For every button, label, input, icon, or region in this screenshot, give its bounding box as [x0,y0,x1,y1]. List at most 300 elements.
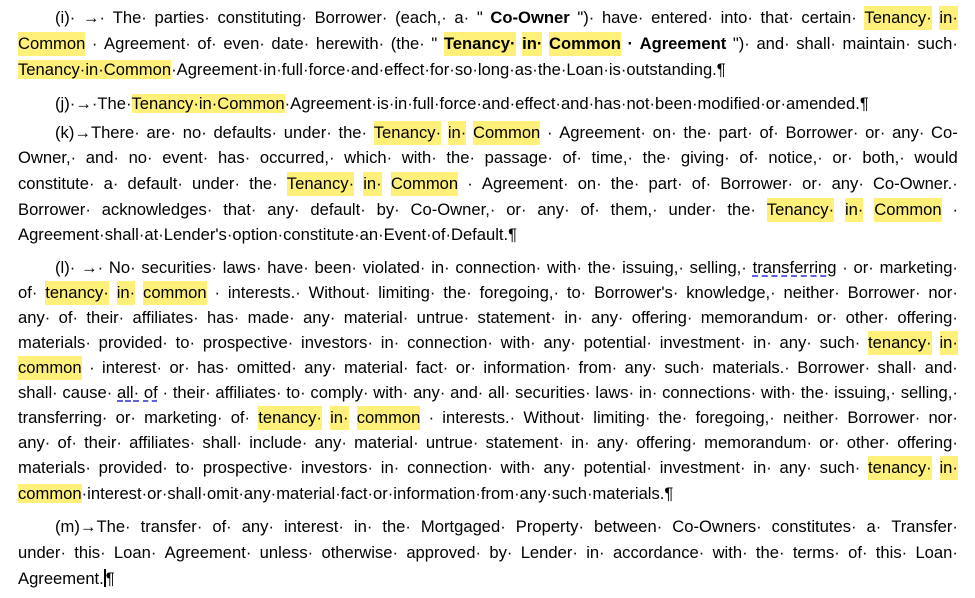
highlighted-term: in· [363,172,381,196]
text-run: them,· [610,200,658,219]
paragraph-l-line-2[interactable] [18,281,958,305]
highlighted-term: tenancy· [868,456,932,480]
text-run: omitted· [236,358,297,377]
text-run: have· [267,258,309,277]
text-run: with· [500,458,536,477]
text-run: comply· [310,383,369,402]
text-run: the· [338,123,368,142]
text-run: a· [454,8,470,27]
text-run: with· [760,383,797,402]
text-run: any· [413,383,446,402]
text-run: offering· [897,433,958,452]
text-run: foregoing,· [479,283,559,302]
text-run: this· [875,543,908,562]
text-run: Agreement [639,34,727,53]
text-run: any· [591,308,624,327]
text-run: on· [652,123,677,142]
text-run: Transfer· [891,517,958,536]
text-run: are· [146,123,177,142]
highlighted-term: Tenancy· [287,172,354,196]
text-run: been· [314,258,357,277]
text-run: certain· [801,8,857,27]
text-run: default· [310,200,366,219]
text-run: The· [112,8,147,27]
text-run: any· [18,433,51,452]
text-run: herewith· [315,34,385,53]
text-run: · [952,200,958,219]
text-run: ·Agreement·is·in·full·force·and·effect·and·has·not·been·modified·or·amended.¶ [284,94,869,113]
text-run: ")· [732,34,750,53]
text-run: such· [664,358,705,377]
text-run: has· [207,308,240,327]
text-run: affiliates· [132,308,199,327]
text-run: under· [192,174,240,193]
text-run: the· [446,148,476,167]
text-run: provided· [98,333,168,352]
paragraph-l-line-5[interactable] [18,356,958,380]
text-run: " [431,34,438,53]
text-run: Property· [515,517,585,536]
text-run: transferring· [18,408,108,427]
text-run: the· [800,383,830,402]
text-run: the· [642,148,672,167]
text-run: in· [753,333,772,352]
text-run: in· [564,308,583,327]
text-run: limiting· [378,283,436,302]
text-run: the· [382,517,411,536]
text-run: time,· [591,148,634,167]
text-run: shall· [202,433,243,452]
text-run: on· [577,174,602,193]
text-run: connections· [662,383,757,402]
text-run: their· [84,433,122,452]
text-run: and· [756,34,790,53]
paragraph-l-line-3[interactable] [18,306,958,330]
text-run: transfer· [140,517,203,536]
highlighted-term: common [357,406,421,430]
text-run: has· [197,358,230,377]
text-run: of· [739,148,759,167]
text-run: a· [866,517,882,536]
text-run: any· [304,358,337,377]
text-run: or· [802,174,823,193]
paragraph-m-line-3[interactable] [18,567,958,591]
text-run: " [476,8,483,27]
text-run: marketing· [879,258,958,277]
text-run: that· [223,200,257,219]
text-run: made· [247,308,295,327]
highlighted-term: common [143,281,207,305]
highlighted-term: in· [330,406,348,430]
text-run: with· [500,333,536,352]
text-run: (m)→The· [55,517,131,536]
text-run: Agreement· [164,543,252,562]
text-run: or· [853,258,874,277]
text-run: defaults· [213,123,278,142]
text-run: in· [380,333,400,352]
text-run: the· [683,123,712,142]
text-run: all· [117,383,140,402]
text-run: passage· [484,148,553,167]
text-run: knowledge,· [686,283,776,302]
highlighted-term: Tenancy· [444,32,516,56]
highlighted-term: common [18,484,82,503]
text-run: ·interest·or·shall·omit·any·material·fact·or·information·from·any·such·materials.¶ [81,484,674,503]
text-run: · [89,358,95,377]
highlighted-term: Tenancy·in·Common [18,60,172,79]
text-run: constitutes· [771,517,857,536]
text-run: untrue· [416,308,470,327]
text-run: any· [596,433,630,452]
text-run: of· [230,408,251,427]
highlighted-term: Common [473,121,540,145]
text-run: of· [759,123,779,142]
text-run: fact· [415,358,449,377]
text-run: in· [586,543,605,562]
paragraph-i-line-2[interactable] [18,32,958,56]
text-run: part· [718,123,753,142]
text-run: investors· [301,333,373,352]
text-run: (each,· [395,8,447,27]
highlighted-term: in· [939,6,957,30]
text-run: in· [380,458,400,477]
text-run: · [627,34,634,53]
text-run: otherwise· [321,543,399,562]
text-run: such· [917,34,958,53]
text-run: any· [543,333,576,352]
text-run: investors· [301,458,373,477]
text-run: of· [691,174,712,193]
text-run: memorandum· [700,308,809,327]
text-run: Lender· [520,543,578,562]
text-run: · [91,34,98,53]
text-run: the· [587,258,617,277]
text-run: terms· [792,543,840,562]
text-run: with· [712,543,748,562]
paragraph-l-line-9[interactable] [18,456,958,480]
text-run: Borrower· [18,200,91,219]
text-run: all· [488,383,511,402]
highlighted-term: in· [845,198,863,222]
text-run: to· [175,458,196,477]
text-run: of· [197,34,217,53]
text-run: Co-Owner.· [872,174,958,193]
text-run: Co- [931,123,958,142]
text-run: Borrower· [847,283,921,302]
paragraph-l-line-10[interactable] [18,482,958,506]
text-run: ·Agreement·in·full·force·and·effect·for·so·long·as·the·Loan·is·outstanding.¶ [171,60,726,79]
text-run: shall· [18,383,58,402]
text-run: limiting· [593,408,651,427]
text-run: →· [81,258,104,277]
text-run: untrue· [425,433,479,452]
text-run: Co-Owners· [672,517,762,536]
text-run: transferring [752,258,837,277]
text-run: the· [443,283,472,302]
text-run: memorandum· [704,433,813,452]
text-run: both,· [862,148,905,167]
text-run: connection· [455,258,542,277]
text-run: in· [431,258,450,277]
paragraph-k-line-2[interactable] [18,146,958,170]
text-run: any· [779,333,812,352]
text-run: any· [267,200,300,219]
text-run: Borrower· [785,123,859,142]
text-run: statement· [477,308,556,327]
text-run: (the· [390,34,425,53]
text-run: provided· [98,458,168,477]
text-run: securities· [515,383,591,402]
text-run: have· [601,8,644,27]
paragraph-m-line-1[interactable] [55,515,958,539]
text-run: · [428,408,435,427]
text-run: Borrower· [720,174,794,193]
text-run: or· [816,308,838,327]
text-run: prospective· [202,333,294,352]
paragraph-k-line-3[interactable] [18,172,958,196]
text-run: any· [241,517,274,536]
text-run: · [162,383,169,402]
text-run: which· [344,148,393,167]
paragraph-i-line-1[interactable] [55,6,958,30]
text-run: any· [303,308,336,327]
text-run: any· [543,458,576,477]
text-run: selling,· [689,258,747,277]
paragraph-l-line-8[interactable] [18,431,958,455]
text-run: materials.· [712,358,790,377]
text-run: their· [172,383,211,402]
text-run: even· [223,34,265,53]
text-run: →· [82,8,106,27]
paragraph-i-line-3[interactable] [18,58,958,82]
pilcrow-with-cursor: ¶ [105,569,115,588]
text-run: investment· [659,458,746,477]
text-run: the· [755,543,785,562]
text-run: information· [483,358,572,377]
text-run: part· [648,174,683,193]
text-run: accordance· [612,543,705,562]
text-run: Loan· [915,543,958,562]
text-run: of· [562,148,582,167]
text-run: issuing,· [622,258,684,277]
text-run: nor· [928,283,958,302]
highlighted-term: Tenancy· [374,121,441,145]
highlighted-term: Common [391,172,458,196]
text-run: any· [314,433,347,452]
paragraph-l-line-7[interactable] [18,406,958,430]
text-run: offering· [636,433,697,452]
text-run: with· [373,383,409,402]
highlighted-term: in· [448,121,466,145]
text-run: unless· [259,543,314,562]
text-run: between· [594,517,663,536]
text-run: would [914,148,958,167]
text-run: under· [283,123,332,142]
text-run: selling,· [900,383,958,402]
text-run: interests.· [227,283,301,302]
text-run: or· [506,200,527,219]
text-run: other· [846,433,891,452]
text-run: affiliates· [215,383,282,402]
text-run: · [214,283,221,302]
highlighted-term: tenancy· [45,281,109,305]
text-run: connection· [407,458,493,477]
text-run: No· [108,258,136,277]
text-run: such· [819,333,861,352]
text-run: any· [892,123,925,142]
text-run: · [547,123,553,142]
text-run: Agreement· [481,174,569,193]
text-run: or· [115,408,136,427]
text-run: the· [727,200,756,219]
text-run: in· [353,517,373,536]
text-run: approved· [406,543,482,562]
text-run: · [467,174,473,193]
text-run: (k)→There· [55,123,140,142]
highlighted-term: Common [549,32,621,56]
text-run: Loan· [113,543,157,562]
highlighted-term: Tenancy·in·Common [131,94,285,113]
text-run: Owner,· [18,148,77,167]
text-run: Borrower· [797,358,871,377]
text-run: (j)·→·The· [55,94,132,113]
highlighted-term: in· [940,456,958,480]
text-run: Mortgaged· [420,517,506,536]
text-run: Agreement·shall·at·Lender's·option·constitute·an·Event·of·Default.¶ [18,225,518,244]
text-run: offering· [631,308,693,327]
text-run: that· [760,8,794,27]
text-run: any· [537,200,570,219]
text-run: any· [18,308,51,327]
text-run: of· [212,517,232,536]
paragraph-l-line-4[interactable] [18,331,958,355]
text-run: their· [86,308,125,327]
text-run: to· [286,383,306,402]
highlighted-term: Common [18,32,85,56]
text-run: marketing· [144,408,223,427]
text-run: default· [127,174,183,193]
text-run: prospective· [202,458,294,477]
text-run: Agreement· [104,34,191,53]
text-run: under· [668,200,717,219]
text-run: by· [376,200,400,219]
paragraph-l-line-6[interactable] [18,381,958,405]
text-run: of· [580,200,600,219]
text-run: in· [638,383,658,402]
text-run: shall· [796,34,836,53]
highlighted-term: in· [117,281,135,305]
text-run: securities· [141,258,218,277]
text-run: the· [658,408,688,427]
text-run: (l)· [55,258,76,277]
paragraph-m-line-2[interactable] [18,541,958,565]
paragraph-j-line-1[interactable] [55,92,958,116]
text-run: neither· [782,408,840,427]
text-run: of· [57,433,77,452]
text-run: with· [546,258,582,277]
text-run: of· [18,283,38,302]
text-run: the· [610,174,640,193]
text-run: any· [624,358,657,377]
text-run: Agreement. [18,569,104,588]
text-run: violated· [362,258,426,277]
highlighted-term: Tenancy· [767,198,834,222]
text-run: interests.· [442,408,516,427]
paragraph-k-line-5[interactable] [18,223,958,247]
paragraph-k-line-1[interactable] [55,121,958,145]
text-run: constitute· [18,174,95,193]
text-run: material· [343,308,409,327]
highlighted-term: in· [940,331,958,355]
text-run: Agreement· [559,123,646,142]
highlighted-term: Common [874,198,941,222]
text-run: laws· [595,383,635,402]
text-run: to· [175,333,196,352]
text-run: and· [85,148,119,167]
text-run: has· [217,148,251,167]
text-run: materials· [18,458,91,477]
text-run: such· [819,458,861,477]
text-run: of· [848,543,868,562]
highlighted-term: common [18,356,82,380]
text-run: event· [162,148,209,167]
text-run: shall· [877,358,918,377]
text-run: by· [489,543,513,562]
paragraph-l-line-1[interactable] [55,256,958,280]
text-run: foregoing,· [695,408,775,427]
text-run: or· [455,358,476,377]
text-run: cause· [62,383,113,402]
text-run: no· [182,123,207,142]
text-run: material· [343,358,409,377]
text-run: of [143,383,158,402]
text-run: acknowledges· [101,200,213,219]
text-run: or· [832,148,853,167]
text-run: connection· [407,333,493,352]
text-run: with· [401,148,437,167]
text-run: parties· [154,8,210,27]
text-run: date· [271,34,310,53]
text-run: Borrower· [847,408,921,427]
highlighted-term: tenancy· [868,331,932,355]
text-run: affiliates· [129,433,196,452]
text-run: nor· [928,408,958,427]
text-run: Co-Owner,· [410,200,496,219]
text-run: giving· [680,148,730,167]
text-run: Without· [308,283,371,302]
text-run: · [842,258,848,277]
text-run: issuing,· [834,383,896,402]
text-run: notice,· [768,148,823,167]
text-run: potential· [583,333,652,352]
text-run: the· [249,174,278,193]
text-run: in· [571,433,590,452]
text-run: or· [865,123,886,142]
text-run: ")· [577,8,595,27]
text-run: potential· [583,458,652,477]
highlighted-term: Tenancy· [864,6,931,30]
text-run: materials· [18,333,91,352]
text-run: offering· [897,308,958,327]
highlighted-term: tenancy· [258,406,322,430]
text-run: maintain· [842,34,911,53]
text-run: entered· [651,8,713,27]
text-run: any· [779,458,812,477]
text-run: any· [831,174,864,193]
paragraph-k-line-4[interactable] [18,198,958,222]
text-run: no· [128,148,153,167]
text-run: laws· [222,258,262,277]
